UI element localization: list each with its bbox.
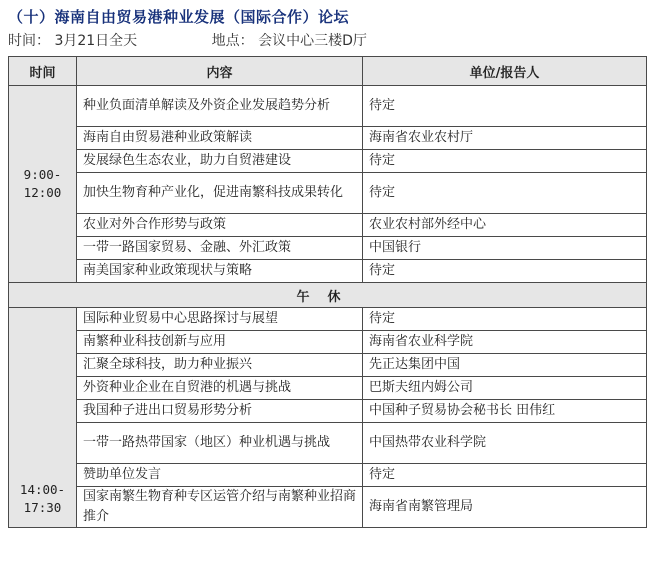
row-content: 一带一路国家贸易、金融、外汇政策 bbox=[77, 237, 363, 260]
row-content: 种业负面清单解读及外资企业发展趋势分析 bbox=[77, 86, 363, 127]
row-content: 南美国家种业政策现状与策略 bbox=[77, 260, 363, 283]
page-title: （十）海南自由贸易港种业发展（国际合作）论坛 bbox=[8, 8, 350, 26]
row-content: 农业对外合作形势与政策 bbox=[77, 214, 363, 237]
row-content: 我国种子进出口贸易形势分析 bbox=[77, 400, 363, 423]
row-speaker: 中国种子贸易协会秘书长 田伟红 bbox=[363, 400, 647, 423]
header-content: 内容 bbox=[77, 57, 363, 86]
row-content: 国家南繁生物育种专区运管介绍与南繁种业招商推介 bbox=[77, 487, 363, 528]
row-speaker: 待定 bbox=[363, 150, 647, 173]
row-content: 发展绿色生态农业，助力自贸港建设 bbox=[77, 150, 363, 173]
table-row bbox=[9, 377, 647, 400]
table-row bbox=[9, 214, 647, 237]
table-header-row bbox=[9, 57, 647, 86]
row-speaker: 待定 bbox=[363, 464, 647, 487]
row-speaker: 海南省农业科学院 bbox=[363, 331, 647, 354]
break-row bbox=[9, 283, 647, 308]
row-speaker: 中国银行 bbox=[363, 237, 647, 260]
header-time: 时间 bbox=[9, 57, 77, 86]
table-row bbox=[9, 173, 647, 214]
table-row bbox=[9, 331, 647, 354]
afternoon-time-start: 14:00- bbox=[19, 482, 66, 497]
event-time: 时间： 3月21日全天 bbox=[8, 33, 138, 49]
row-speaker: 待定 bbox=[363, 86, 647, 127]
row-content: 加快生物育种产业化，促进南繁科技成果转化 bbox=[77, 173, 363, 214]
table-row bbox=[9, 260, 647, 283]
table-row bbox=[9, 400, 647, 423]
row-content: 外资种业企业在自贸港的机遇与挑战 bbox=[77, 377, 363, 400]
break-label: 午休 bbox=[9, 283, 647, 308]
header-speaker: 单位/报告人 bbox=[363, 57, 647, 86]
morning-time-cell bbox=[9, 86, 77, 283]
row-speaker: 待定 bbox=[363, 308, 647, 331]
table-row bbox=[9, 464, 647, 487]
row-content: 海南自由贸易港种业政策解读 bbox=[77, 127, 363, 150]
morning-time-start: 9:00- bbox=[23, 167, 62, 182]
row-content: 国际种业贸易中心思路探讨与展望 bbox=[77, 308, 363, 331]
table-row bbox=[9, 354, 647, 377]
row-speaker: 待定 bbox=[363, 173, 647, 214]
afternoon-time-end: 17:30 bbox=[23, 500, 62, 515]
afternoon-time-cell bbox=[9, 308, 77, 528]
row-speaker: 巴斯夫纽内姆公司 bbox=[363, 377, 647, 400]
event-location: 地点： 会议中心三楼D厅 bbox=[211, 33, 367, 49]
table-row bbox=[9, 487, 647, 528]
table-row bbox=[9, 86, 647, 127]
row-content: 南繁种业科技创新与应用 bbox=[77, 331, 363, 354]
morning-time-end: 12:00 bbox=[23, 185, 62, 200]
row-speaker: 农业农村部外经中心 bbox=[363, 214, 647, 237]
event-meta bbox=[8, 30, 367, 50]
row-content: 赞助单位发言 bbox=[77, 464, 363, 487]
row-speaker: 海南省农业农村厅 bbox=[363, 127, 647, 150]
row-content: 一带一路热带国家（地区）种业机遇与挑战 bbox=[77, 423, 363, 464]
table-row bbox=[9, 150, 647, 173]
table-row bbox=[9, 423, 647, 464]
schedule-table bbox=[8, 56, 647, 528]
row-speaker: 先正达集团中国 bbox=[363, 354, 647, 377]
table-row bbox=[9, 127, 647, 150]
table-row bbox=[9, 308, 647, 331]
row-speaker: 中国热带农业科学院 bbox=[363, 423, 647, 464]
row-content: 汇聚全球科技，助力种业振兴 bbox=[77, 354, 363, 377]
table-row bbox=[9, 237, 647, 260]
row-speaker: 海南省南繁管理局 bbox=[363, 487, 647, 528]
row-speaker: 待定 bbox=[363, 260, 647, 283]
